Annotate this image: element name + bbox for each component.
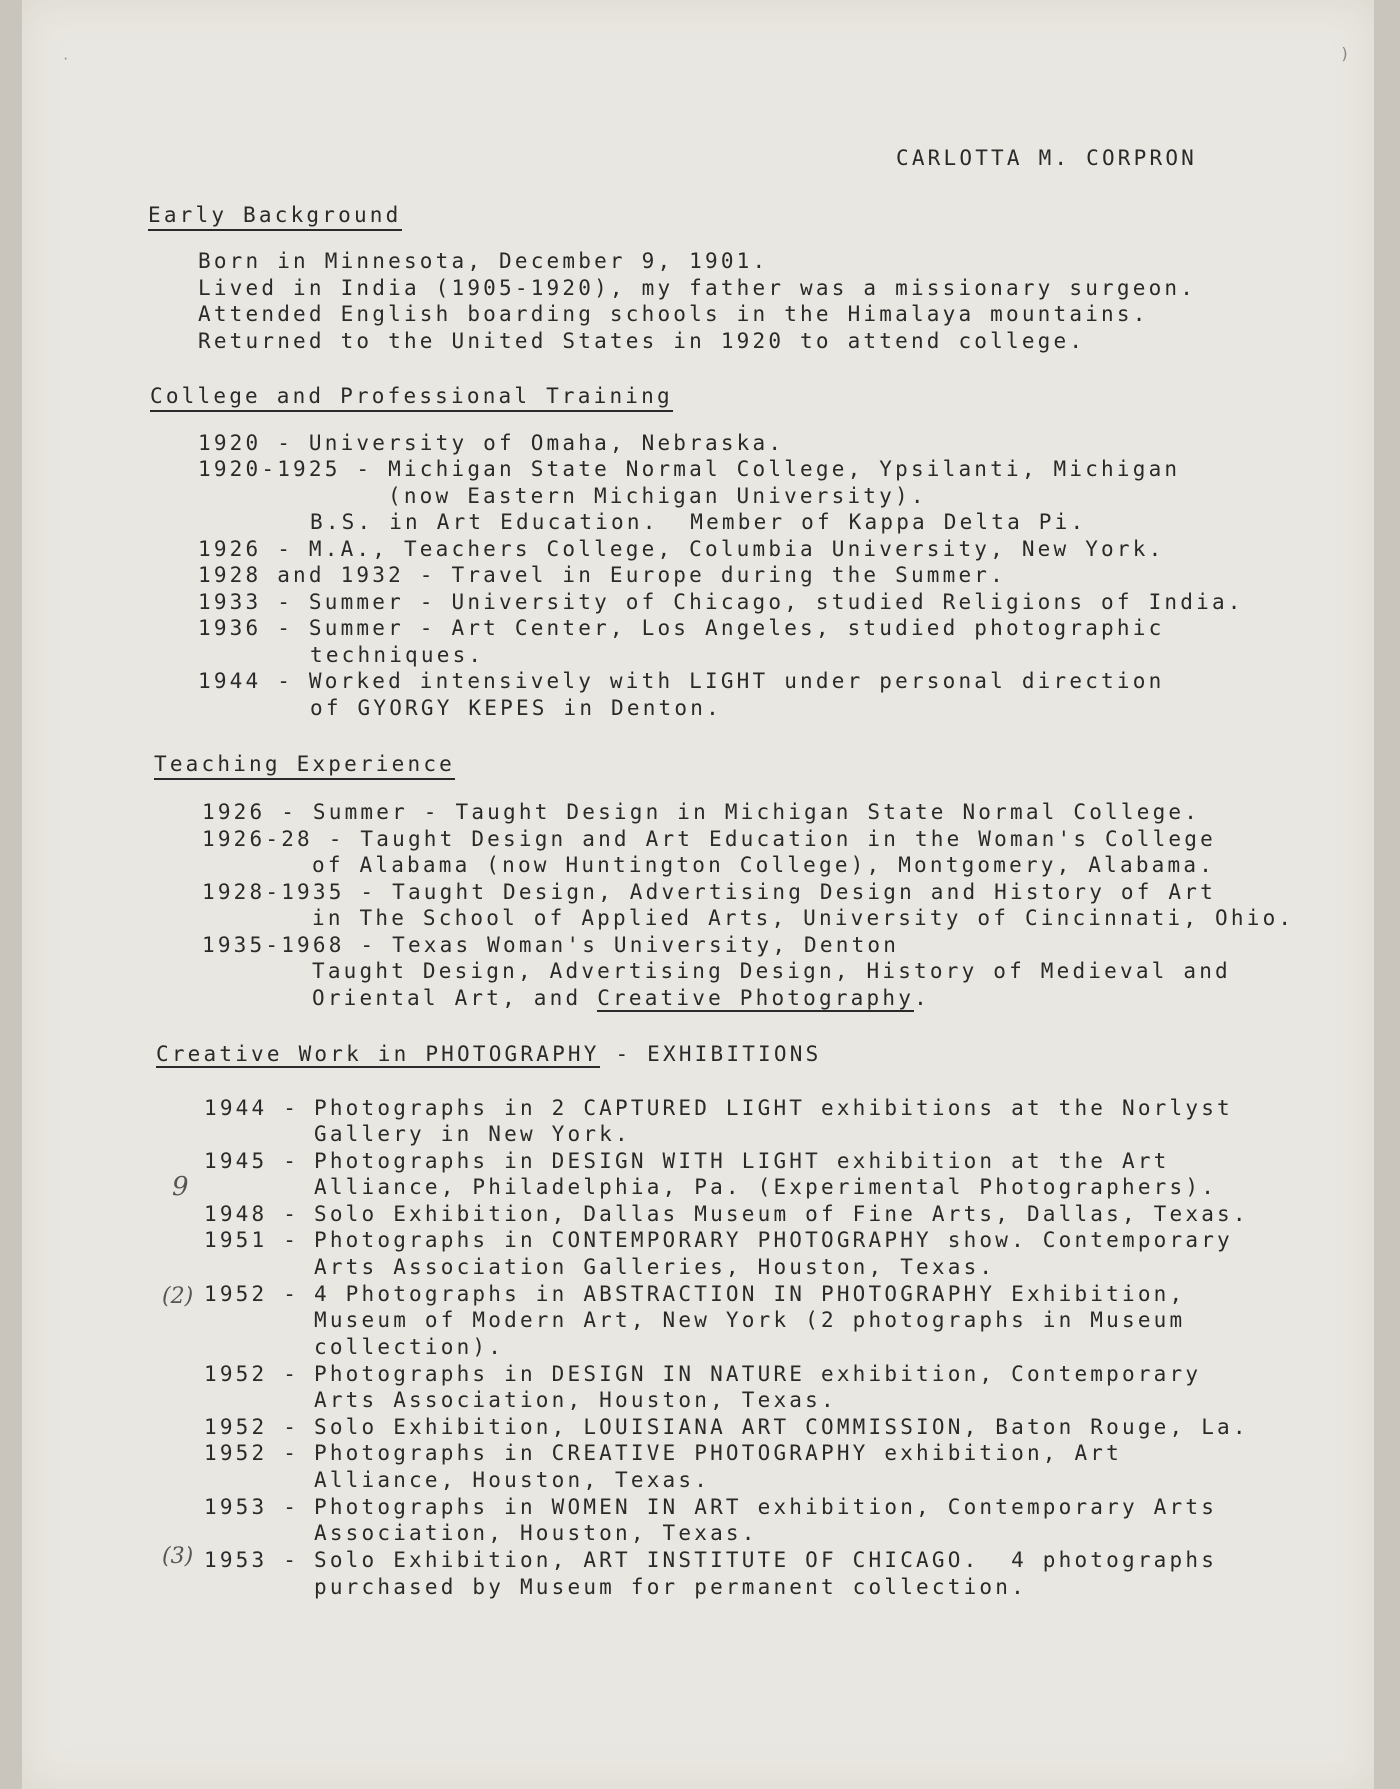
text-line: of GYORGY KEPES in Denton. — [310, 696, 722, 720]
text-line: Returned to the United States in 1920 to attend college. — [198, 329, 1086, 353]
text-line: 1933 - Summer - University of Chicago, studied Religions of India. — [198, 590, 1244, 614]
text-line: B.S. in Art Education. Member of Kappa Delta Pi. — [310, 510, 1087, 534]
text-line: 1926 - M.A., Teachers College, Columbia University, New York. — [198, 537, 1165, 561]
exhibition-line: Arts Association Galleries, Houston, Texas. — [314, 1255, 996, 1279]
text-line: Born in Minnesota, December 9, 1901. — [198, 249, 769, 273]
exhibition-line: purchased by Museum for permanent collection. — [314, 1575, 1027, 1599]
exhibition-line: Photographs in DESIGN WITH LIGHT exhibition at the Art — [314, 1149, 1170, 1173]
text-line: 1944 - Worked intensively with LIGHT under personal direction — [198, 669, 1165, 693]
exhibition-line: Photographs in DESIGN IN NATURE exhibition, Contemporary — [314, 1362, 1202, 1386]
exhibition-year: 1948 - — [204, 1202, 300, 1226]
exhibition-line: Solo Exhibition, Dallas Museum of Fine Arts, Dallas, Texas. — [314, 1202, 1249, 1226]
exhibition-line: Arts Association, Houston, Texas. — [314, 1388, 837, 1412]
document-title: CARLOTTA M. CORPRON — [896, 146, 1198, 170]
text-run: Oriental Art, and — [312, 986, 598, 1010]
paper-speck: · — [62, 52, 70, 66]
exhibition-line: Association, Houston, Texas. — [314, 1521, 758, 1545]
underlined-text: Creative Photography — [597, 986, 915, 1010]
exhibition-line: Gallery in New York. — [314, 1122, 631, 1146]
heading-creative-work — [156, 1042, 821, 1066]
exhibition-year: 1952 - — [204, 1441, 300, 1465]
exhibition-line: Museum of Modern Art, New York (2 photographs in Museum — [314, 1308, 1186, 1332]
handwritten-mark: (3) — [162, 1544, 194, 1569]
text-line: Taught Design, Advertising Design, History of Medieval and — [312, 959, 1231, 983]
exhibition-year: 1953 - — [204, 1495, 300, 1519]
exhibition-year: 1951 - — [204, 1228, 300, 1252]
underlined-heading: Creative Work in PHOTOGRAPHY — [156, 1042, 600, 1066]
exhibition-line: Photographs in CONTEMPORARY PHOTOGRAPHY show. Contemporary — [314, 1228, 1233, 1252]
exhibition-line: Alliance, Philadelphia, Pa. (Experimental Photographers). — [314, 1175, 1218, 1199]
exhibition-year: 1952 - — [204, 1362, 300, 1386]
exhibition-year: 1944 - — [204, 1096, 300, 1120]
text-line: of Alabama (now Huntington College), Montgomery, Alabama. — [312, 853, 1216, 877]
exhibition-year: 1952 - — [204, 1415, 300, 1439]
handwritten-mark: (2) — [162, 1284, 194, 1309]
exhibition-line: Photographs in WOMEN IN ART exhibition, Contemporary Arts — [314, 1495, 1218, 1519]
exhibition-line: Photographs in CREATIVE PHOTOGRAPHY exhibition, Art — [314, 1441, 1122, 1465]
paper-speck: ) — [1340, 44, 1350, 63]
exhibition-line: Alliance, Houston, Texas. — [314, 1468, 711, 1492]
handwritten-mark: 9 — [172, 1172, 189, 1202]
text-line: 1920 - University of Omaha, Nebraska. — [198, 431, 785, 455]
exhibition-year: 1953 - — [204, 1548, 300, 1572]
heading-suffix: - EXHIBITIONS — [599, 1042, 822, 1066]
text-line: 1928-1935 - Taught Design, Advertising Design and History of Art — [202, 880, 1216, 904]
text-line-with-underline — [312, 986, 930, 1010]
text-line: Lived in India (1905-1920), my father was a missionary surgeon. — [198, 276, 1197, 300]
text-line: 1928 and 1932 - Travel in Europe during the Summer. — [198, 563, 1006, 587]
exhibition-line: Solo Exhibition, LOUISIANA ART COMMISSION, Baton Rouge, La. — [314, 1415, 1249, 1439]
text-line: 1936 - Summer - Art Center, Los Angeles, studied photographic — [198, 616, 1165, 640]
text-line: 1926-28 - Taught Design and Art Education in the Woman's College — [202, 827, 1216, 851]
heading-teaching-experience: Teaching Experience — [154, 752, 455, 780]
exhibition-line: 4 Photographs in ABSTRACTION IN PHOTOGRAPHY Exhibition, — [314, 1282, 1186, 1306]
text-line: techniques. — [310, 643, 485, 667]
exhibition-line: Photographs in 2 CAPTURED LIGHT exhibitions at the Norlyst — [314, 1096, 1233, 1120]
text-line: 1926 - Summer - Taught Design in Michigan State Normal College. — [202, 800, 1201, 824]
text-line: Attended English boarding schools in the Himalaya mountains. — [198, 302, 1149, 326]
exhibition-line: Solo Exhibition, ART INSTITUTE OF CHICAGO. 4 photographs — [314, 1548, 1218, 1572]
exhibition-year: 1952 - — [204, 1282, 300, 1306]
text-line: 1935-1968 - Texas Woman's University, Denton — [202, 933, 900, 957]
exhibition-line: collection). — [314, 1335, 505, 1359]
text-line: 1920-1925 - Michigan State Normal College, Ypsilanti, Michigan — [198, 457, 1181, 481]
text-run: . — [914, 986, 930, 1010]
heading-college-training: College and Professional Training — [150, 384, 673, 412]
heading-early-background: Early Background — [148, 203, 402, 231]
document-page — [22, 0, 1374, 1789]
exhibition-year: 1945 - — [204, 1149, 300, 1173]
text-line: (now Eastern Michigan University). — [388, 484, 927, 508]
text-line: in The School of Applied Arts, University of Cincinnati, Ohio. — [312, 906, 1295, 930]
